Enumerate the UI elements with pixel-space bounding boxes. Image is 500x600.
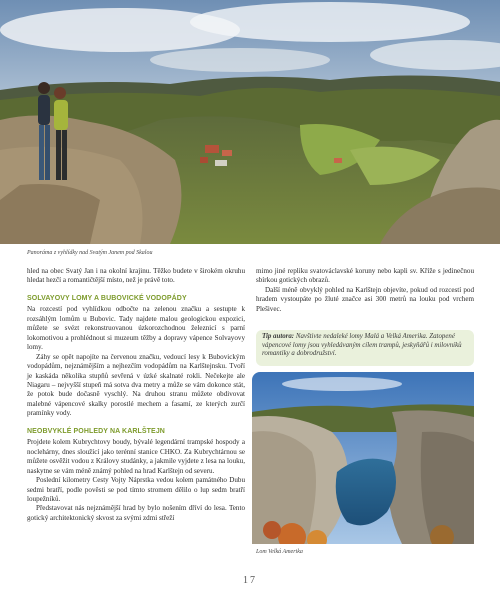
- paragraph: Záhy se opět napojíte na červenou značku, vedoucí lesy k Bubovickým vodopádům, nejznámějším a nejhezčím vodopádům na Karlštejnsku. Tvoří je kaskáda několika stupňů sevřená v úzké skalnaté rokli. Nečekejte ale Niagaru – nejvyšší stupeň má sotva dva metry a může se vám dokonce stát, že potok bude dočasně vyschlý. Na druhou stranu můžete obdivovat malebné vápencové skalky porostlé mechem a fasamí, ze kterých zurčí pramínky vody.: [27, 352, 245, 418]
- quarry-photo-caption: Lom Velká Amerika: [256, 549, 303, 555]
- right-column: [256, 267, 474, 314]
- tip-label: Tip autora:: [262, 333, 295, 340]
- paragraph: mimo jiné repliku svatováclavské koruny nebo kapli sv. Kříže s jedinečnou sbírkou gotických obrazů.: [256, 267, 474, 285]
- tip-text: Navštivte nedaleké lomy Malá a Velká Amerika. Zatopené vápencové lomy jsou vyhledávaným cílem trampů, jeskyňářů i milovníků romantiky a dobrodružství.: [262, 333, 462, 358]
- paragraph: Na rozcestí pod vyhlídkou odbočte na zelenou značku a sestupte k rozsáhlým lomům u Bubovic. Tady najdete malou geologickou expozici, můžete se svézt rekonstruovanou úzkorozchodnou železnicí s parní lokomotivou a prohlédnout si muzeum těžby a dopravy vápence Solvayovy lomy.: [27, 305, 245, 352]
- author-tip-box: [256, 330, 474, 366]
- intro-paragraph: hled na obec Svatý Jan i na okolní krajinu. Těžko budete v širokém okruhu hledat hezčí a romantičtější místo, než je právě toto.: [27, 267, 245, 285]
- paragraph: Další méně obvyklý pohled na Karlštejn objevíte, pokud od rozcestí pod hradem vystoupáte po žluté značce asi 300 metrů na louku pod vrchem Plešivec.: [256, 285, 474, 313]
- section-heading-karlstejn: NEOBVYKLÉ POHLEDY NA KARLŠTEJN: [27, 427, 165, 435]
- page-number: 17: [243, 575, 257, 586]
- paragraph: Poslední kilometry Cesty Vojty Náprstka vedou kolem památného Dubu sedmi bratří, podle pověsti se pod tímto stromem dělilo o lup sedm bratří loupežníků.: [27, 476, 245, 503]
- top-photo-caption: Panoráma z vyhlídky nad Svatým Janem pod Skalou: [27, 250, 153, 256]
- left-column: [27, 267, 245, 523]
- paragraph: Představovat nás nejznámější hrad by bylo nošením dříví do lesa. Tento gotický architektonický skvost za svými zdmi střeží: [27, 504, 245, 522]
- section-heading-solvay: SOLVAYOVY LOMY A BUBOVICKÉ VODOPÁDY: [27, 294, 187, 302]
- paragraph: Projdete kolem Kubrychtovy boudy, bývalé legendární trampské hospody a noclehárny, dnes sloužící jako terénní stanice CHKO. Za Kubrychtárnou se můžete osvěžit vodou z Královy studánky, a jakmile vyjdete z lesa na louku, naskytne se vám méně známý pohled na hrad Karlštejn od severu.: [27, 438, 245, 475]
- panorama-photo: [0, 0, 500, 244]
- quarry-photo: [252, 372, 474, 544]
